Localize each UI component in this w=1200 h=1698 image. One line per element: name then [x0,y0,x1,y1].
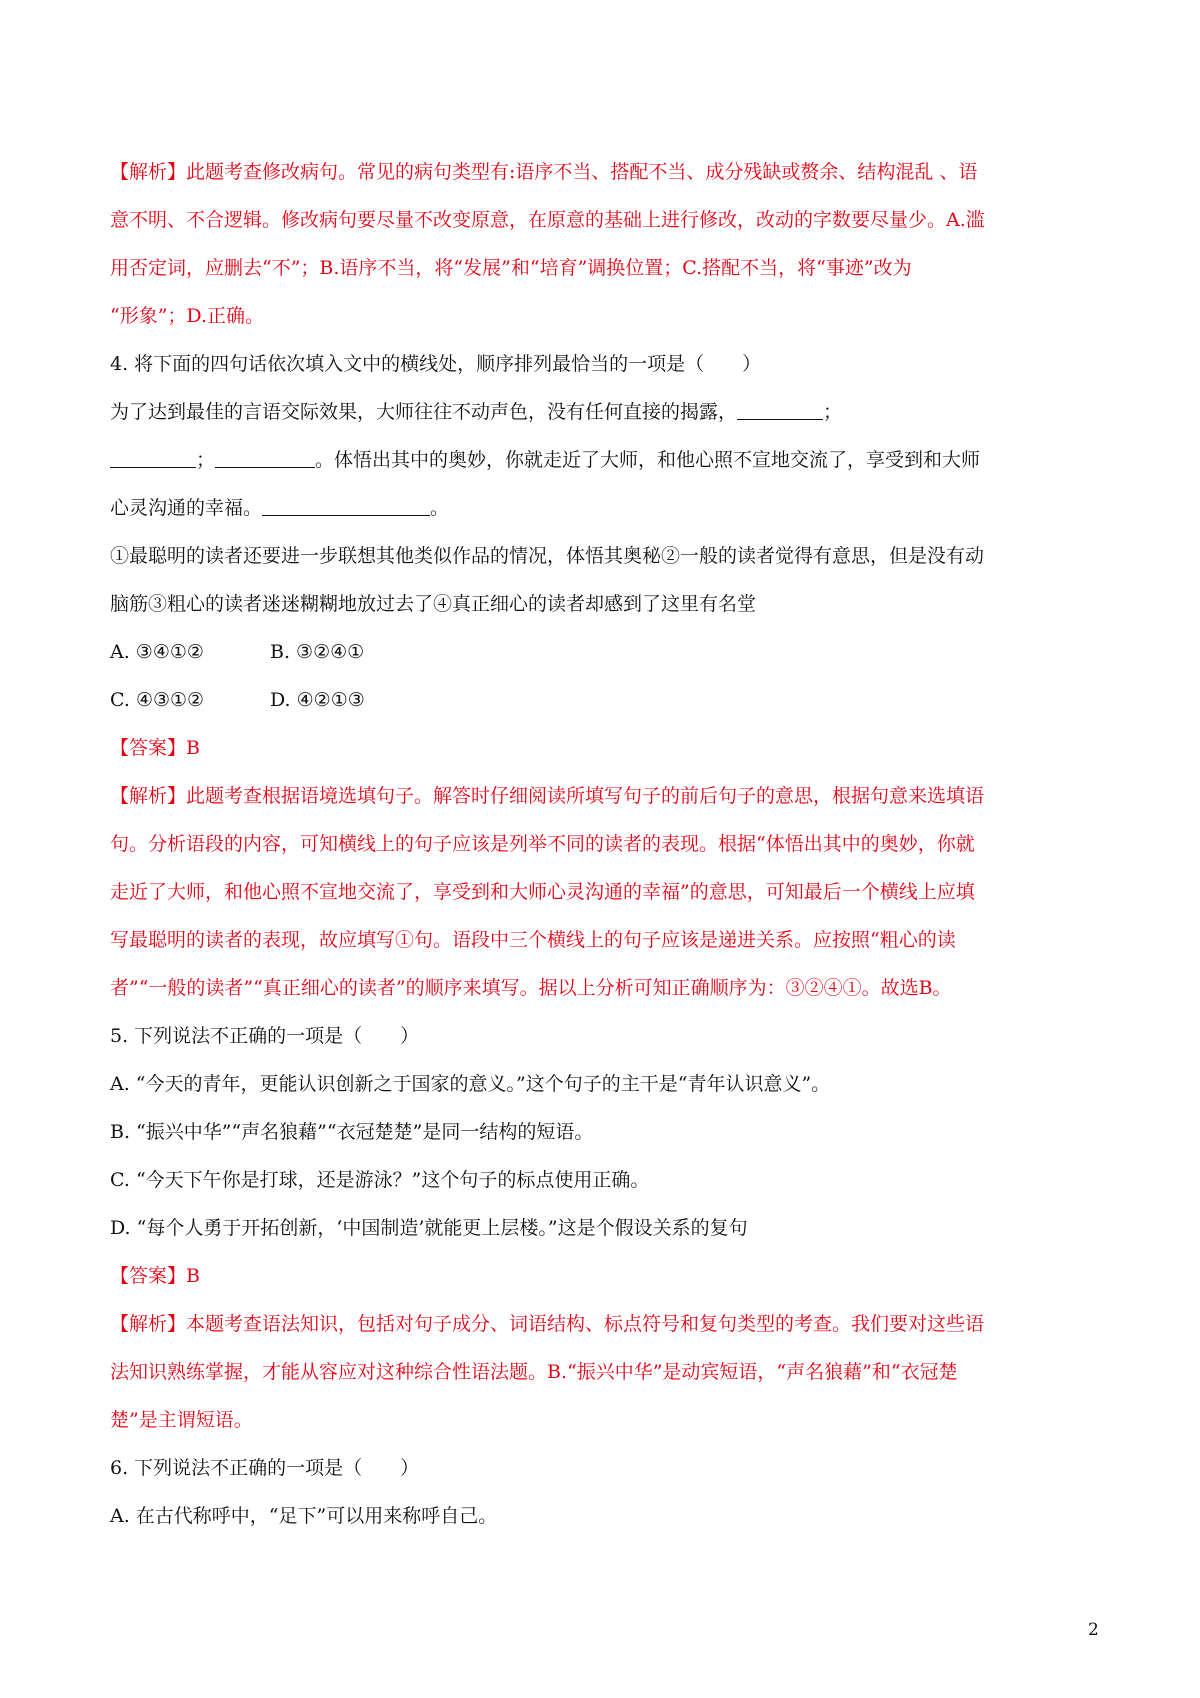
q5-option-d: D. “每个人勇于开拓创新，‘中国制造’就能更上层楼。”这是个假设关系的复句 [110,1217,748,1239]
q4-options-row-2 [110,676,1102,724]
q4-analysis-line-2: 句。分析语段的内容，可知横线上的句子应该是列举不同的读者的表现。根据“体悟出其中的奥妙，你就 [110,833,975,855]
q4-option-d: D. ④②①③ [270,689,365,711]
q4-passage-text-2: 。体悟出其中的奥妙，你就走近了大师，和他心照不宣地交流了，享受到和大师 [315,449,981,471]
q6-stem: 6. 下列说法不正确的一项是（ ） [110,1457,420,1479]
q4-passage-line-1 [110,388,1102,436]
q4-option-c: C. ④③①② [110,689,205,711]
q5-stem: 5. 下列说法不正确的一项是（ ） [110,1025,420,1047]
q4-analysis-line-4: 写最聪明的读者的表现，故应填写①句。语段中三个横线上的句子应该是递进关系。应按照“粗心的读 [110,929,956,951]
q4-separator-2: ； [196,449,216,471]
q4-answer: 【答案】B [110,737,200,759]
page-number: 2 [1088,1620,1099,1640]
fill-blank-1 [737,399,823,420]
q3-analysis-line-3: 用否定词，应删去“不”；B.语序不当，将“发展”和“培育”调换位置；C.搭配不当，将“事迹”改为 [110,257,912,279]
q4-passage-text-3: 心灵沟通的幸福。 [110,497,263,519]
fill-blank-4 [262,495,430,516]
q4-sentences-line-1: ①最聪明的读者还要进一步联想其他类似作品的情况，体悟其奥秘②一般的读者觉得有意思，但是没有动 [110,545,985,567]
q5-option-c: C. “今天下午你是打球，还是游泳？”这个句子的标点使用正确。 [110,1169,650,1191]
fill-blank-3 [215,447,315,468]
q4-analysis-line-1: 【解析】此题考查根据语境选填句子。解答时仔细阅读所填写句子的前后句子的意思，根据句意来选填语 [110,785,985,807]
q4-passage-end: 。 [430,497,450,519]
q4-analysis-line-3: 走近了大师，和他心照不宣地交流了，享受到和大师心灵沟通的幸福”的意思，可知最后一个横线上应填 [110,881,975,903]
q4-option-b: B. ③②④① [270,641,365,663]
q5-analysis-line-2: 法知识熟练掌握，才能从容应对这种综合性语法题。B.“振兴中华”是动宾短语，“声名狼藉”和“衣冠楚 [110,1361,958,1383]
q5-option-a: A. “今天的青年，更能认识创新之于国家的意义。”这个句子的主干是“青年认识意义”。 [110,1073,831,1095]
q4-sentences-line-2: 脑筋③粗心的读者迷迷糊糊地放过去了④真正细心的读者却感到了这里有名堂 [110,593,757,615]
q4-passage-line-3 [110,484,1102,532]
q4-separator-1: ； [823,401,843,423]
q6-option-a: A. 在古代称呼中，“足下”可以用来称呼自己。 [110,1505,498,1527]
q4-options-row-1 [110,628,1102,676]
q5-option-b: B. “振兴中华”“声名狼藉”“衣冠楚楚”是同一结构的短语。 [110,1121,594,1143]
q5-analysis-line-3: 楚”是主谓短语。 [110,1409,253,1431]
q5-answer: 【答案】B [110,1265,200,1287]
q4-stem: 4. 将下面的四句话依次填入文中的横线处，顺序排列最恰当的一项是（ ） [110,353,762,375]
q4-analysis-line-5: 者”“一般的读者”“真正细心的读者”的顺序来填写。据以上分析可知正确顺序为：③②④①。故选B。 [110,977,952,999]
q5-analysis-line-1: 【解析】本题考查语法知识，包括对句子成分、词语结构、标点符号和复句类型的考查。我们要对这些语 [110,1313,985,1335]
q3-analysis-line-1: 【解析】此题考查修改病句。常见的病句类型有:语序不当、搭配不当、成分残缺或赘余、结构混乱 、语 [110,161,978,183]
fill-blank-2 [110,447,196,468]
q3-analysis-line-2: 意不明、不合逻辑。修改病句要尽量不改变原意，在原意的基础上进行修改，改动的字数要尽量少。A.滥 [110,209,985,231]
q4-passage-text-1: 为了达到最佳的言语交际效果，大师往往不动声色，没有任何直接的揭露， [110,401,738,423]
q4-passage-line-2 [110,436,1102,484]
q3-analysis-line-4: “形象”；D.正确。 [110,305,265,327]
q4-option-a: A. ③④①② [110,641,204,663]
page-content [110,148,1102,1540]
